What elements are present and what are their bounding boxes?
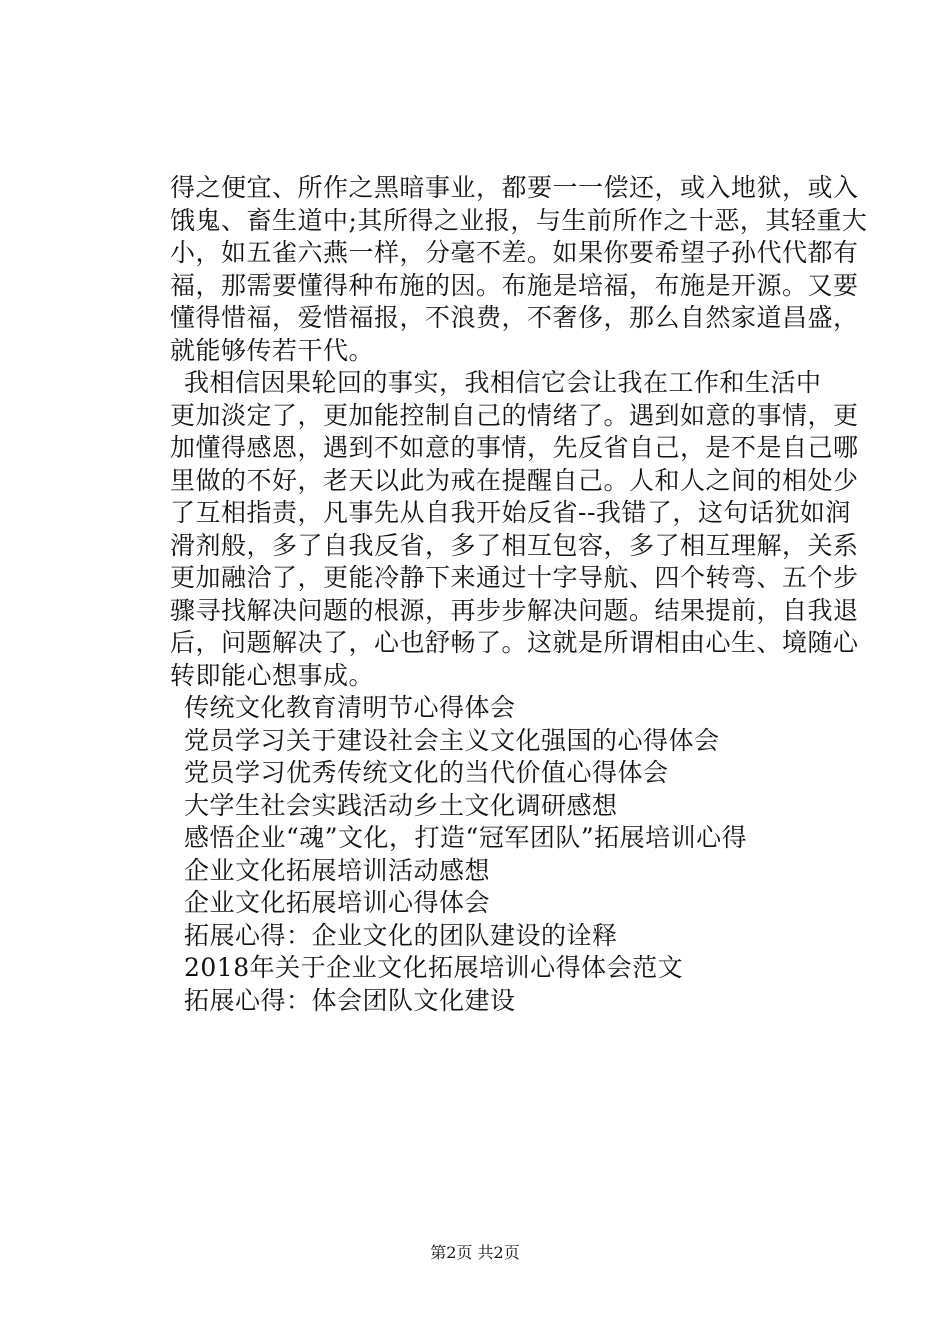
related-title: 传统文化教育清明节心得体会 xyxy=(184,693,516,722)
related-title: 感悟企业“魂”文化，打造“冠军团队”拓展培训心得 xyxy=(184,823,748,852)
document-body xyxy=(170,172,868,1017)
related-titles-list xyxy=(170,692,835,1017)
related-title: 党员学习优秀传统文化的当代价值心得体会 xyxy=(184,758,669,787)
related-title: 企业文化拓展培训活动感想 xyxy=(184,855,491,885)
related-title: 大学生社会实践活动乡土文化调研感想 xyxy=(184,790,618,820)
paragraph-line: 转即能心想事成。 xyxy=(170,660,375,690)
paragraph-line: 更加融洽了，更能冷静下来通过十字导航、四个转弯、五个步 xyxy=(170,563,859,592)
related-title: 拓展心得：企业文化的团队建设的诠释 xyxy=(184,920,618,950)
related-title: 2018年关于企业文化拓展培训心得体会范文 xyxy=(184,953,684,982)
paragraph-line: 懂得惜福，爱惜福报，不浪费，不奢侈，那么自然家道昌盛， xyxy=(170,303,859,332)
paragraph-line: 了互相指责，凡事先从自我开始反省--我错了，这句话犹如润 xyxy=(170,498,851,527)
paragraph-line: 福，那需要懂得种布施的因。布施是培福，布施是开源。又要 xyxy=(170,270,859,300)
related-title: 党员学习关于建设社会主义文化强国的心得体会 xyxy=(184,725,720,755)
paragraph-line: 滑剂般，多了自我反省，多了相互包容，多了相互理解，关系 xyxy=(170,530,859,560)
paragraph-line: 里做的不好，老天以此为戒在提醒自己。人和人之间的相处少 xyxy=(170,465,859,495)
paragraph-line: 小，如五雀六燕一样，分毫不差。如果你要希望子孙代代都有 xyxy=(170,238,859,267)
paragraph-line: 就能够传若干代。 xyxy=(170,335,375,365)
paragraph-line: 骤寻找解决问题的根源，再步步解决问题。结果提前，自我退 xyxy=(170,595,859,625)
paragraph-line: 加懂得感恩，遇到不如意的事情，先反省自己，是不是自己哪 xyxy=(170,433,859,462)
paragraph-2 xyxy=(170,367,859,692)
paragraph-line: 饿鬼、畜生道中;其所得之业报，与生前所作之十恶，其轻重大 xyxy=(170,205,868,235)
paragraph-1 xyxy=(170,172,868,367)
paragraph-line: 我相信因果轮回的事实，我相信它会让我在工作和生活中 xyxy=(184,368,822,397)
related-title: 企业文化拓展培训心得体会 xyxy=(184,888,491,917)
paragraph-line: 后，问题解决了，心也舒畅了。这就是所谓相由心生、境随心 xyxy=(170,628,859,657)
page-number-footer: 第2页 共2页 xyxy=(430,1243,520,1262)
paragraph-line: 得之便宜、所作之黑暗事业，都要一一偿还，或入地狱，或入 xyxy=(170,173,859,202)
related-title: 拓展心得：体会团队文化建设 xyxy=(184,985,516,1015)
paragraph-line: 更加淡定了，更加能控制自己的情绪了。遇到如意的事情，更 xyxy=(170,400,859,430)
